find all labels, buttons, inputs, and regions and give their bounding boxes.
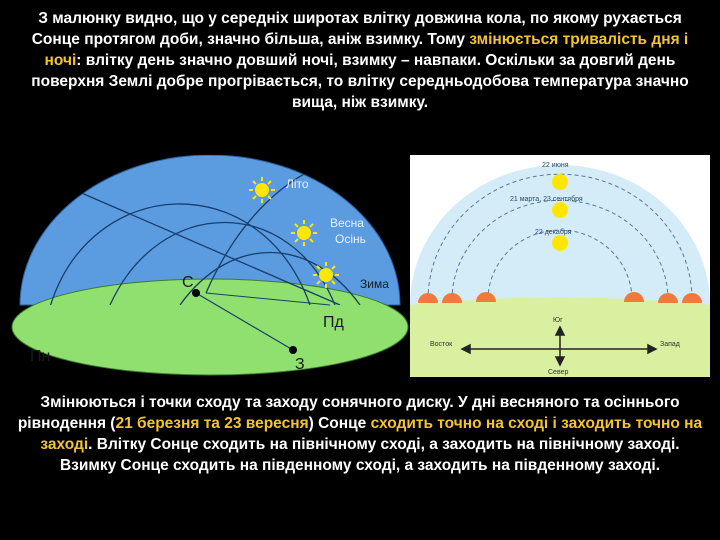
- equinox-paragraph: [14, 392, 706, 476]
- equinox-text-3: . Влітку Сонце сходить на північному сході, а заходить на північному заході. Взимку Сонце сходить на південному сході, а заходить на південному заході.: [59, 436, 680, 474]
- label-pd: Пд: [323, 314, 344, 331]
- sun-june-icon: [552, 174, 568, 190]
- label-spring: Весна: [330, 216, 364, 230]
- label-z: З: [295, 356, 305, 373]
- point-z: [289, 346, 297, 354]
- label-c: С: [182, 274, 194, 291]
- sun-positions-figure: [410, 155, 710, 377]
- label-pn: Пн: [30, 348, 51, 365]
- label-autumn: Осінь: [335, 232, 366, 246]
- equinox-text-2: ) Сонце: [308, 415, 371, 432]
- equinox-highlight: сходить точно на сході і заходить точно на заході: [40, 415, 703, 453]
- label-south: Юг: [553, 317, 563, 324]
- label-summer: Літо: [286, 177, 309, 191]
- label-north: Север: [548, 369, 569, 376]
- intro-text-2: : влітку день значно довший ночі, взимку – навпаки. Оскільки за довгий день поверхня Землі добре прогрівається, то влітку середньодобова температура значно вища, ніж взимку.: [31, 52, 689, 111]
- label-december: 22 декабря: [535, 229, 572, 236]
- label-equinox: 21 марта, 23 сентября: [510, 196, 583, 203]
- label-east: Восток: [430, 341, 453, 348]
- sun-december-icon: [552, 235, 568, 251]
- label-winter: Зима: [360, 277, 389, 291]
- equinox-dates: 21 березня та 23 вересня: [115, 415, 309, 432]
- label-west: Запад: [660, 341, 680, 348]
- label-june: 22 июня: [542, 162, 569, 169]
- sun-equinox-noon-icon: [552, 202, 568, 218]
- intro-paragraph: [14, 8, 706, 113]
- intro-highlight: змінюється тривалість дня і ночі: [44, 31, 689, 69]
- intro-text-1: З малюнку видно, що у середніх широтах влітку довжина кола, по якому рухається Сонце протягом доби, значно більша, аніж взимку. Тому: [31, 10, 682, 48]
- equinox-text-1: Змінюються і точки сходу та заходу сонячного диску. У дні весняного та осіннього рівнодення (: [17, 394, 680, 432]
- celestial-sphere-figure: [10, 155, 410, 377]
